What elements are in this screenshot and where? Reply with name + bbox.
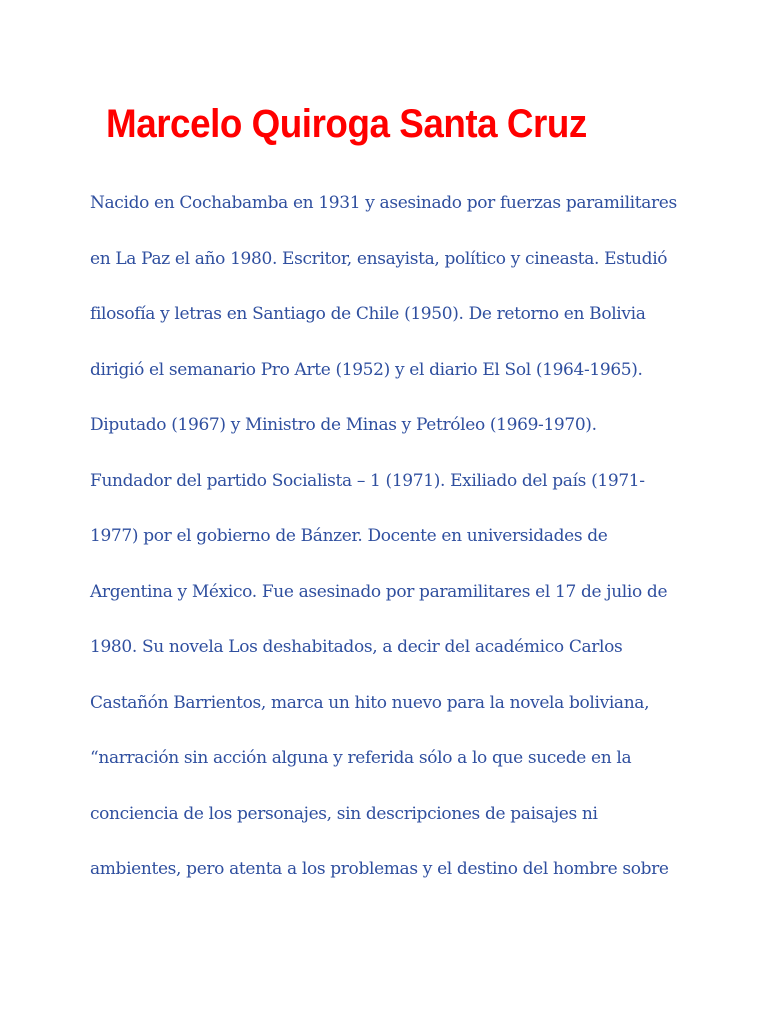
text-line: Castañón Barrientos, marca un hito nuevo para la novela boliviana, [90, 692, 650, 713]
text-line: 1980. Su novela Los deshabitados, a decir del académico Carlos [90, 637, 623, 657]
text-line: Nacido en Cochabamba en 1931 y asesinado por fuerzas paramilitares [90, 193, 677, 213]
text-line: conciencia de los personajes, sin descripciones de paisajes ni [90, 803, 598, 824]
text-line: 1977) por el gobierno de Bánzer. Docente en universidades de [90, 526, 608, 546]
text-line: Fundador del partido Socialista – 1 (1971). Exiliado del país (1971- [90, 470, 645, 491]
text-line: filosofía y letras en Santiago de Chile (1950). De retorno en Bolivia [90, 304, 646, 324]
text-line: dirigió el semanario Pro Arte (1952) y el diario El Sol (1964-1965). [90, 359, 643, 380]
text-line: en La Paz el año 1980. Escritor, ensayista, político y cineasta. Estudió [90, 248, 668, 269]
biography-text [90, 176, 690, 898]
text-line: Argentina y México. Fue asesinado por paramilitares el 17 de julio de [90, 581, 668, 602]
text-line: “narración sin acción alguna y referida sólo a lo que sucede en la [90, 748, 632, 768]
document-title: Marcelo Quiroga Santa Cruz [106, 102, 587, 146]
text-line: ambientes, pero atenta a los problemas y el destino del hombre sobre [90, 859, 669, 879]
text-line: Diputado (1967) y Ministro de Minas y Petróleo (1969-1970). [90, 415, 597, 435]
